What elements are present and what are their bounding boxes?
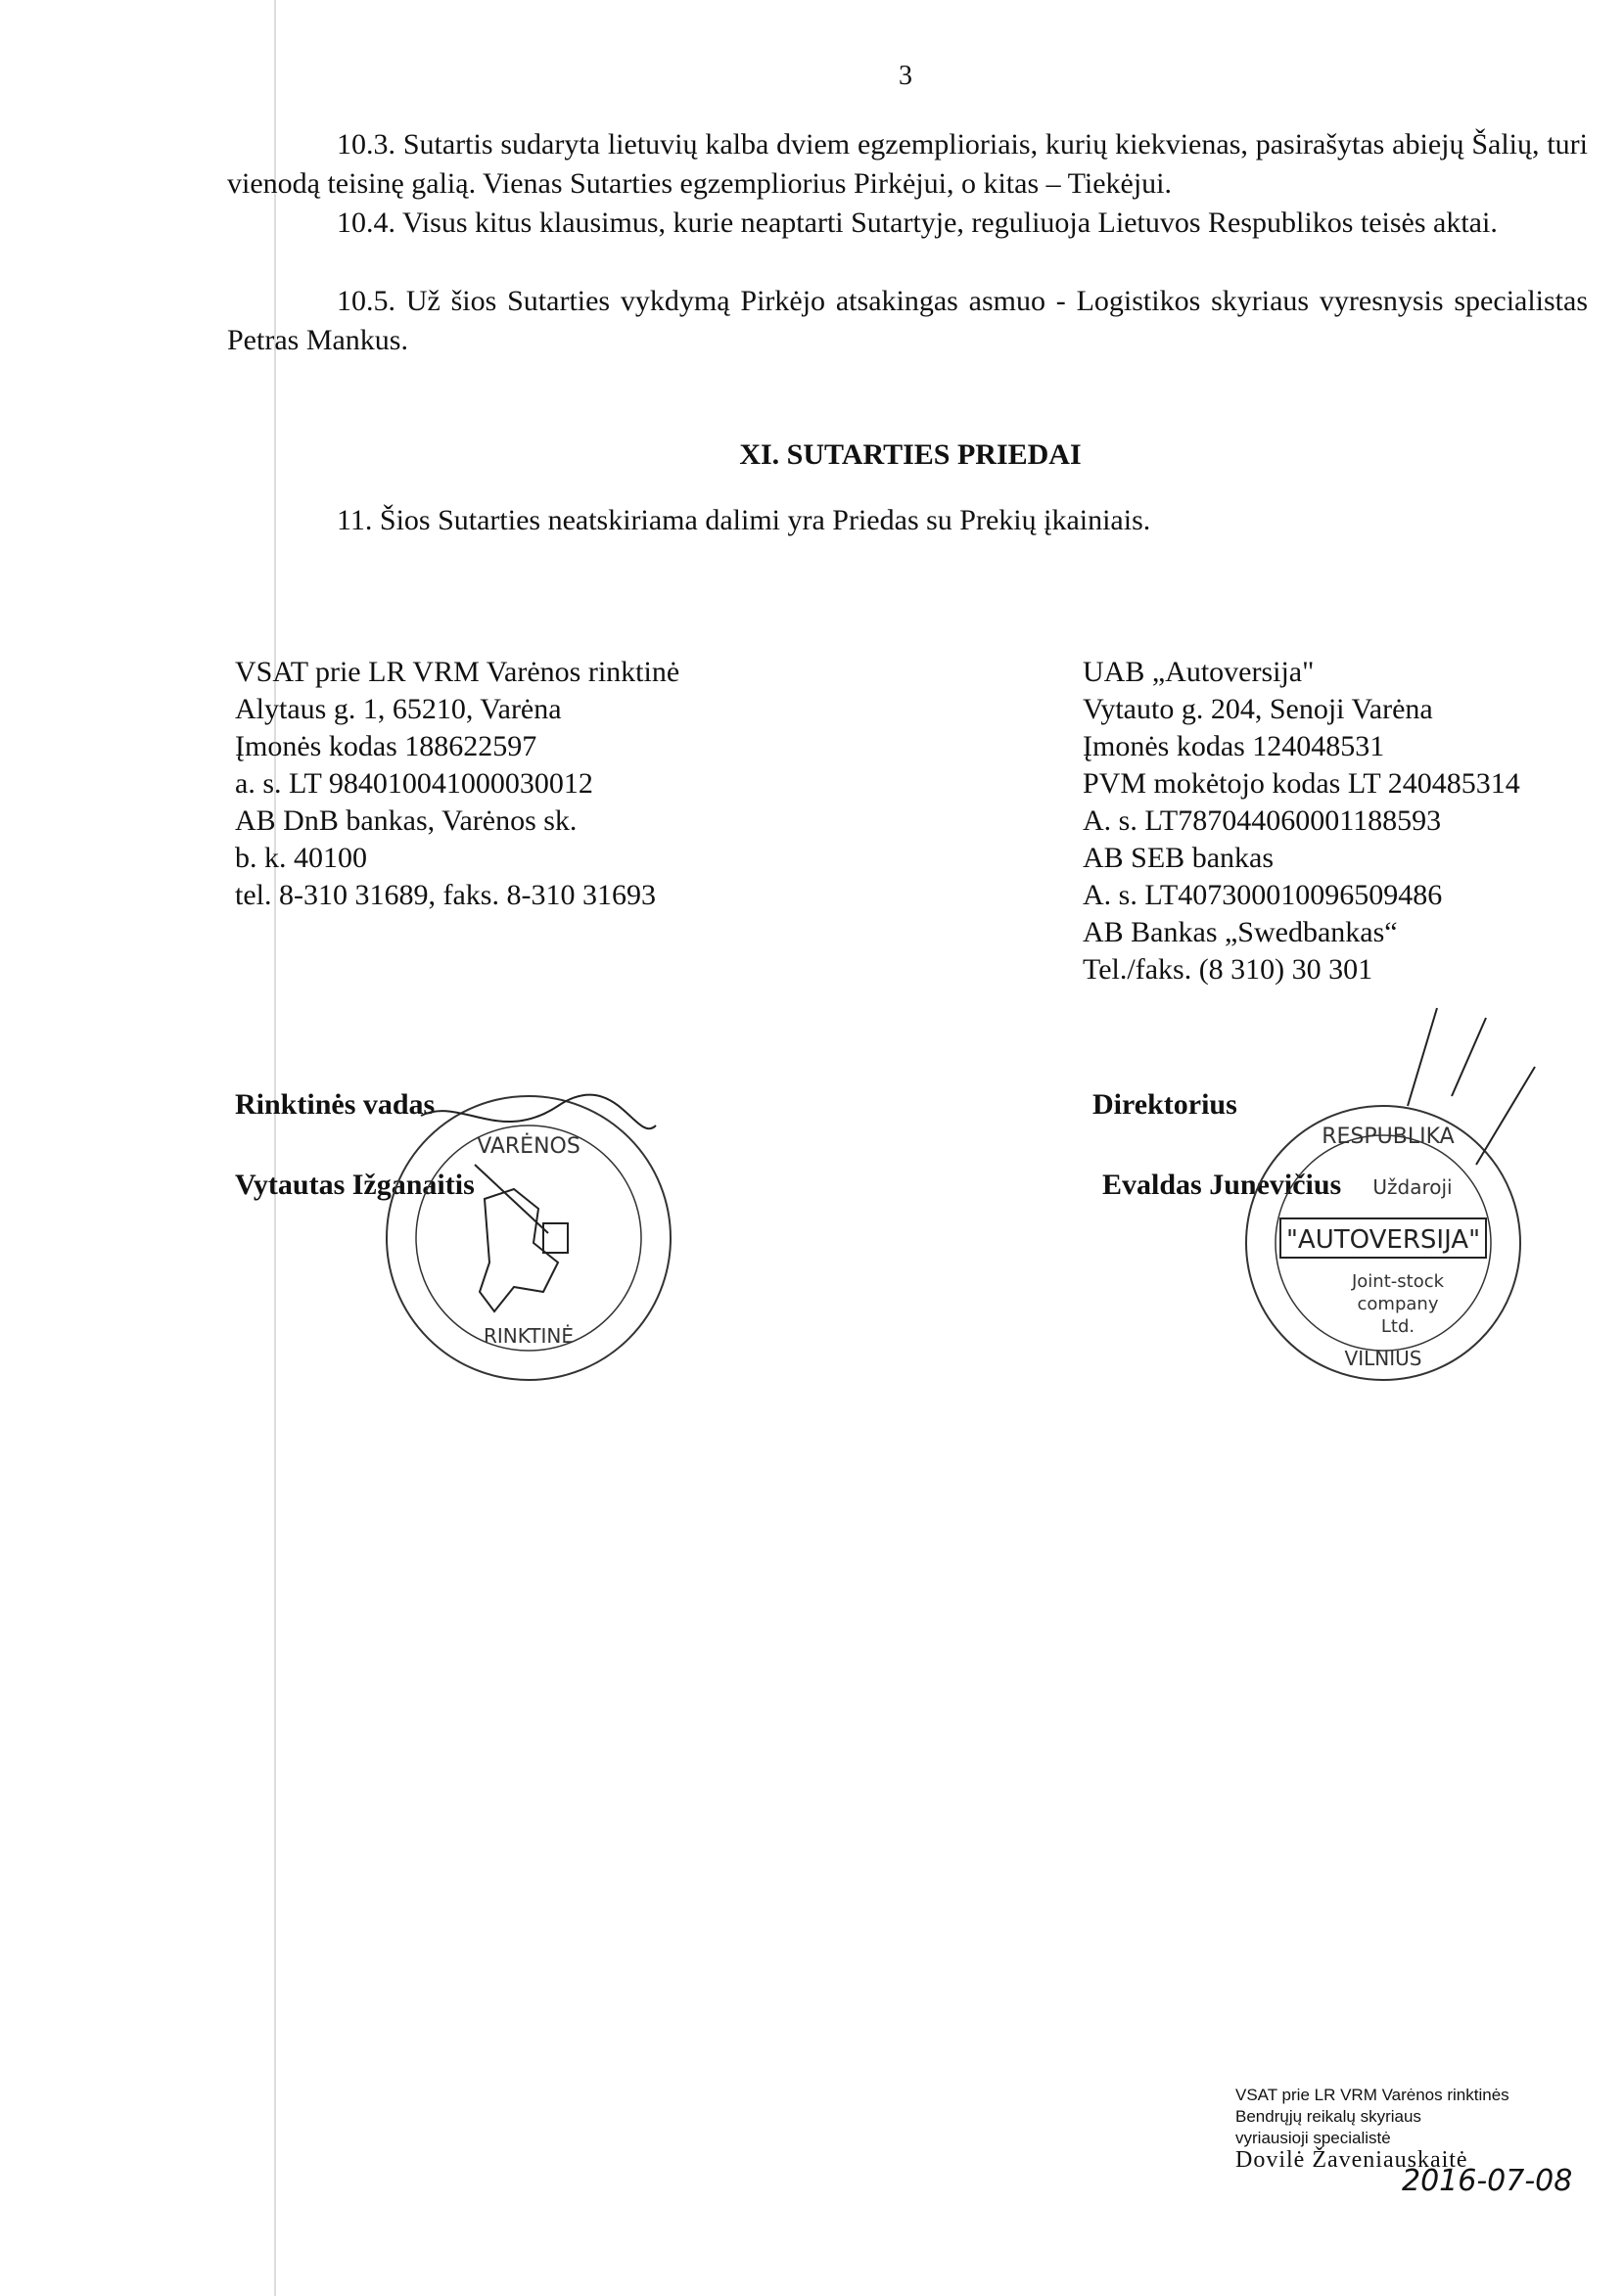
supplier-signer-title: Direktorius — [1092, 1088, 1237, 1121]
certification-name: Dovilė Žaveniauskaitė — [1235, 2147, 1468, 2173]
stamp-line-3: company — [1357, 1294, 1439, 1314]
paragraph-10-5 — [227, 282, 1588, 360]
paragraph-text: Sutartis sudaryta lietuvių kalba dviem egzemplioriais, kurių kiekvienas, pasirašytas abiejų Šalių, turi vienodą teisinę galią. Vienas Sutarties egzempliorius Pirkėjui, o kitas – Tiekėjui. — [227, 128, 1588, 200]
supplier-bank-2: AB Bankas „Swedbankas“ — [1083, 916, 1398, 948]
paragraph-text: Visus kitus klausimus, kurie neaptarti Sutartyje, reguliuoja Lietuvos Respublikos teisės aktai. — [401, 207, 1498, 239]
supplier-vat-code: PVM mokėtojo kodas LT 240485314 — [1083, 767, 1520, 800]
stamp-center-text: "AUTOVERSIJA" — [1285, 1225, 1481, 1255]
paragraph-number: 10.3. — [337, 128, 395, 161]
buyer-details — [235, 654, 679, 914]
supplier-details — [1083, 654, 1520, 988]
stamp-line-1: Uždaroji — [1372, 1175, 1453, 1199]
certification-line-1: VSAT prie LR VRM Varėnos rinktinės — [1235, 2086, 1509, 2104]
buyer-signer-title: Rinktinės vadas — [235, 1088, 436, 1121]
supplier-account-1: A. s. LT787044060001188593 — [1083, 804, 1442, 837]
supplier-address: Vytauto g. 204, Senoji Varėna — [1083, 693, 1433, 725]
stamp-bottom-text: VILNIUS — [1344, 1347, 1422, 1370]
paragraph-number: 11. — [337, 504, 373, 536]
buyer-address: Alytaus g. 1, 65210, Varėna — [235, 693, 562, 725]
buyer-account: a. s. LT 984010041000030012 — [235, 767, 593, 800]
paragraph-11 — [227, 501, 1588, 540]
paragraph-10-3 — [227, 125, 1588, 204]
certification-line-2: Bendrųjų reikalų skyriaus — [1235, 2107, 1421, 2126]
stamp-top-text: VARĖNOS — [477, 1134, 580, 1159]
supplier-phone: Tel./faks. (8 310) 30 301 — [1083, 953, 1373, 986]
stamp-line-2: Joint-stock — [1351, 1271, 1445, 1292]
buyer-bank: AB DnB bankas, Varėnos sk. — [235, 804, 578, 837]
buyer-stamp — [382, 1086, 675, 1390]
stamp-bottom-text: RINKTINĖ — [483, 1324, 575, 1348]
paragraph-number: 10.5. — [337, 285, 395, 317]
paragraph-number: 10.4. — [337, 207, 395, 239]
certification-line-3: vyriausioji specialistė — [1235, 2129, 1391, 2147]
buyer-signer-name: Vytautas Ižganaitis — [235, 1169, 475, 1201]
paragraph-text: Šios Sutarties neatskiriama dalimi yra Priedas su Prekių įkainiais. — [379, 504, 1151, 536]
supplier-name: UAB „Autoversija" — [1083, 656, 1315, 688]
buyer-phone: tel. 8-310 31689, faks. 8-310 31693 — [235, 879, 656, 911]
supplier-bank-1: AB SEB bankas — [1083, 842, 1274, 874]
page-number: 3 — [899, 61, 912, 91]
buyer-bank-code: b. k. 40100 — [235, 842, 367, 874]
section-heading: XI. SUTARTIES PRIEDAI — [739, 438, 1082, 471]
certification-note — [1235, 2085, 1573, 2198]
supplier-signer-name: Evaldas Junevičius — [1102, 1169, 1342, 1201]
supplier-account-2: A. s. LT407300010096509486 — [1083, 879, 1443, 911]
buyer-name: VSAT prie LR VRM Varėnos rinktinė — [235, 656, 680, 688]
stamp-top-text: RESPUBLIKA — [1322, 1125, 1455, 1149]
supplier-stamp — [1241, 1086, 1525, 1400]
buyer-company-code: Įmonės kodas 188622597 — [235, 730, 537, 762]
supplier-company-code: Įmonės kodas 124048531 — [1083, 730, 1385, 762]
stamp-line-4: Ltd. — [1380, 1316, 1415, 1337]
certification-date: 2016-07-08 — [1402, 2164, 1573, 2198]
paragraph-text: Už šios Sutarties vykdymą Pirkėjo atsakingas asmuo - Logistikos skyriaus vyresnysis specialistas Petras Mankus. — [227, 285, 1589, 356]
paragraph-10-4 — [227, 204, 1588, 243]
